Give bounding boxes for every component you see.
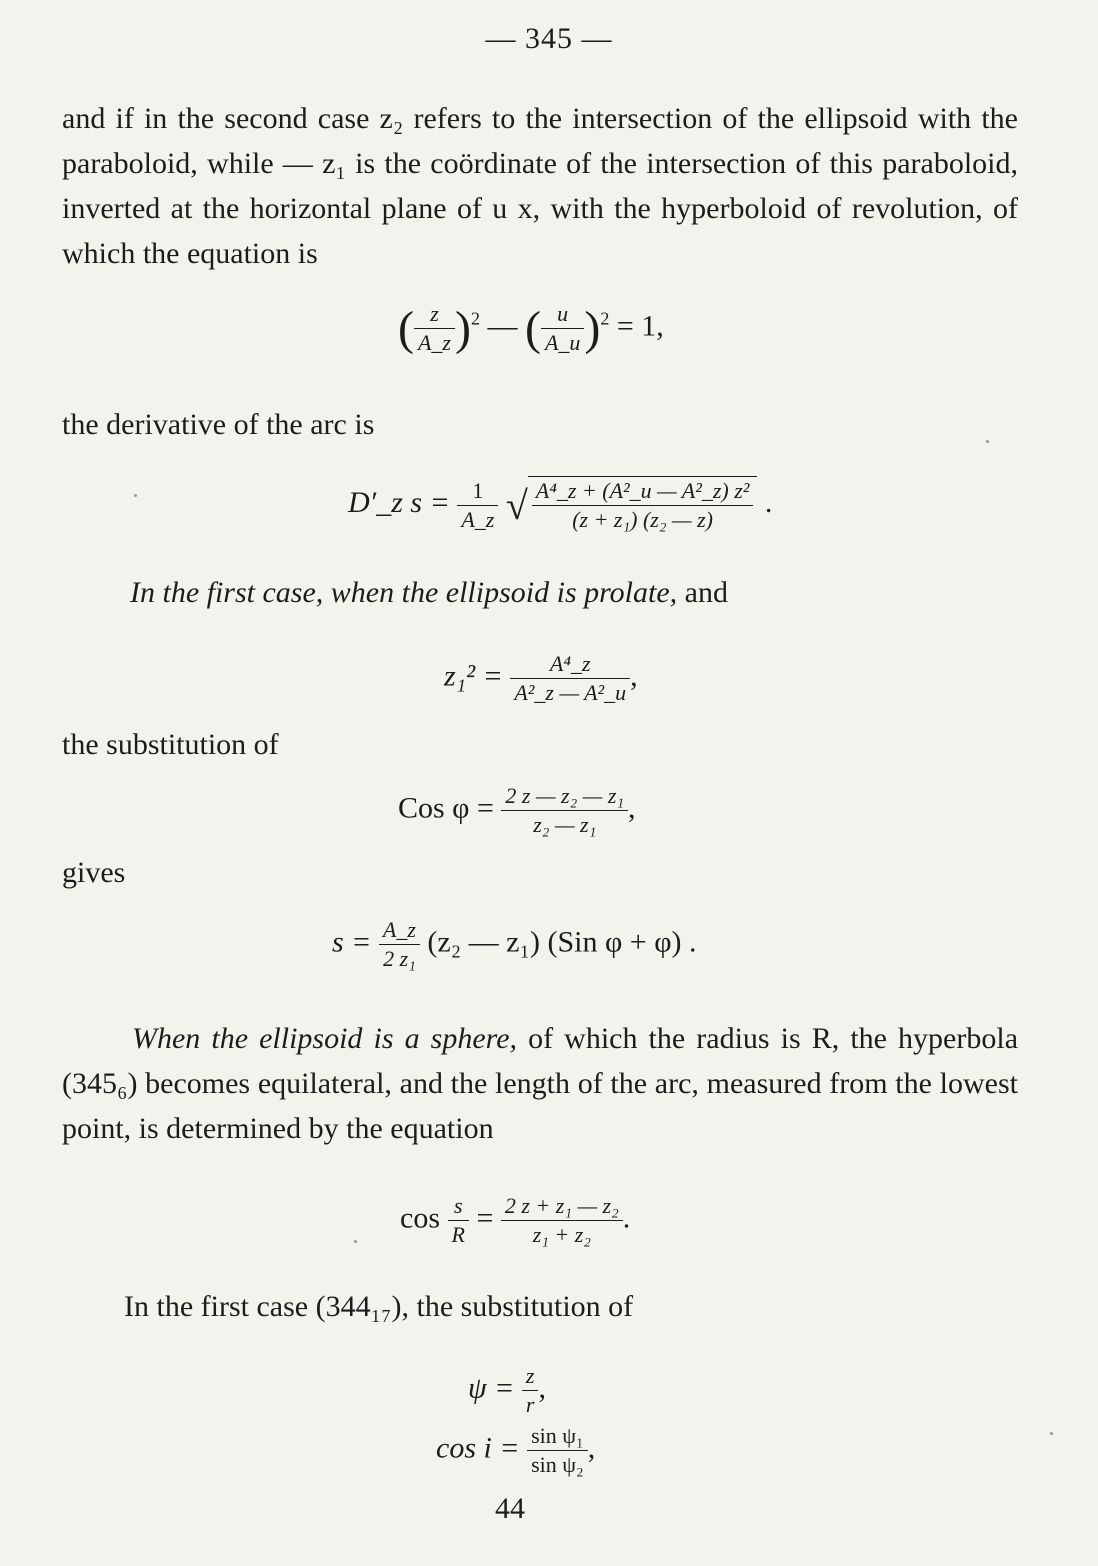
fraction-numerator: z <box>414 300 455 329</box>
equation-lhs: s = <box>332 925 372 959</box>
equation-lhs: ψ = <box>468 1371 515 1405</box>
line-derivative-arc: the derivative of the arc is <box>62 408 375 441</box>
page-folio: 44 <box>495 1492 525 1525</box>
paper-speck <box>1050 1432 1053 1435</box>
fraction-numerator: A_z <box>379 916 420 945</box>
paragraph-sphere <box>62 1016 1018 1151</box>
fraction-numerator: 2 z — z₂ — z₁ <box>501 782 628 811</box>
fraction-numerator: A⁴_z <box>510 650 630 679</box>
paren-open-2: ( <box>524 302 541 355</box>
fraction-u-over-Au <box>541 300 584 357</box>
paper-speck <box>354 1240 357 1243</box>
fraction-numerator: u <box>541 300 584 329</box>
equation-arc-length <box>332 916 697 973</box>
equation-lhs: D′_z s = <box>348 485 450 519</box>
equation-end: . <box>622 1201 631 1235</box>
fraction-denominator: z₁ + z₂ <box>532 1222 591 1247</box>
equation-lhs: z₁² = <box>444 659 503 693</box>
line-first-case-italic: In the first case, when the ellipsoid is prolate, <box>130 576 678 609</box>
fraction-cos-rhs <box>501 1192 623 1249</box>
equation-rest: (z₂ — z₁) (Sin φ + φ) . <box>427 925 697 959</box>
fraction-z1 <box>510 650 630 707</box>
fraction-sin-psi <box>527 1422 588 1479</box>
fraction-denominator: r <box>525 1392 535 1417</box>
fraction-denominator: A_z <box>461 506 495 532</box>
line-first-case-344: In the first case (344₁₇), the substitution of <box>124 1290 634 1323</box>
equation-cos-s-over-R: cos $\frac{s}{R}$ = $\frac{\text{2 z + z₁ — z₂}}{\text{z₁ + z₂}}$ . <box>400 1193 631 1247</box>
paragraph-intersection: and if in the second case z₂ refers to the intersection of the ellipsoid with the paraboloid, while — z₁ is the coördinate of the intersection of this paraboloid, inverted at the horizontal plane of u x, with the hyperboloid of revolution, of which the equation is <box>62 102 1018 270</box>
equation-lhs: cos i = <box>436 1431 520 1465</box>
line-first-case-tail: and <box>684 576 728 609</box>
fraction-denominator: z₂ — z₁ <box>533 812 597 837</box>
fraction-z-over-r <box>522 1362 539 1419</box>
equation-end: . <box>764 485 773 519</box>
equation-lhs: Cos φ = <box>398 791 494 825</box>
equation-end: , <box>630 659 638 693</box>
paren-close-1: ) <box>454 302 471 355</box>
line-substitution: the substitution of <box>62 728 279 761</box>
fraction-numerator: z <box>522 1362 539 1391</box>
fraction-denominator: (z + z₁) (z₂ — z) <box>572 507 713 532</box>
fraction-z-over-Az <box>414 300 455 357</box>
equation-cos-phi <box>398 782 636 839</box>
page-header: — 345 — <box>485 22 613 55</box>
square-root: √ $\frac{\text{A⁴\_z + (A²\_u — A²\_z) z²}}{\text{(z + z₁) (z₂ — z)}}$ <box>506 476 758 534</box>
equation-end: , <box>538 1371 546 1405</box>
fraction-numerator: A⁴_z + (A²_u — A²_z) z² <box>532 477 754 506</box>
paragraph-sphere-italic: When the ellipsoid is a sphere, <box>132 1022 518 1055</box>
equation-z1-squared <box>444 650 638 707</box>
fraction-radicand <box>532 477 754 534</box>
equation-cos-i <box>436 1422 595 1479</box>
paren-open-1: ( <box>398 302 414 355</box>
equation-psi <box>468 1362 546 1419</box>
fraction-numerator: 1 <box>457 477 498 506</box>
paragraph-sphere-rest: of which the radius is R, the hyperbola (345₆) becomes equilateral, and the length of the arc, measured from the lowest point, is determined by the equation <box>62 1022 1019 1145</box>
fraction-numerator: sin ψ₁ <box>527 1422 588 1451</box>
fraction-numerator: 2 z + z₁ — z₂ <box>501 1192 623 1221</box>
equation-lhs: cos <box>400 1201 440 1235</box>
equation-end: , <box>587 1431 596 1465</box>
line-first-case <box>130 576 728 610</box>
fraction-denominator: A_u <box>544 330 581 355</box>
equation-end: , <box>628 791 636 825</box>
fraction-Az-over-2z1 <box>379 916 420 973</box>
fraction-coefficient <box>457 477 498 534</box>
fraction-denominator: sin ψ₂ <box>531 1452 584 1477</box>
fraction-numerator: s <box>448 1192 469 1221</box>
fraction-denominator: A²_z — A²_u <box>514 680 627 705</box>
equation-hyperboloid: ( $\frac{z}{A\_z}$ )$^2$ — ( $\frac{u}{A\_u}$ )$^2$ = 1, <box>398 301 664 355</box>
paren-close-2: ) <box>584 302 601 355</box>
line-gives: gives <box>62 856 126 889</box>
equation-rhs: = 1, <box>616 309 664 343</box>
fraction-s-over-R <box>448 1192 469 1249</box>
fraction-denominator: A_z <box>417 330 451 355</box>
fraction-cos-phi <box>501 782 628 839</box>
paper-speck <box>134 494 137 497</box>
paper-speck <box>986 440 989 443</box>
fraction-denominator: R <box>451 1222 465 1247</box>
equation-derivative <box>348 476 772 534</box>
fraction-denominator: 2 z₁ <box>383 946 416 971</box>
